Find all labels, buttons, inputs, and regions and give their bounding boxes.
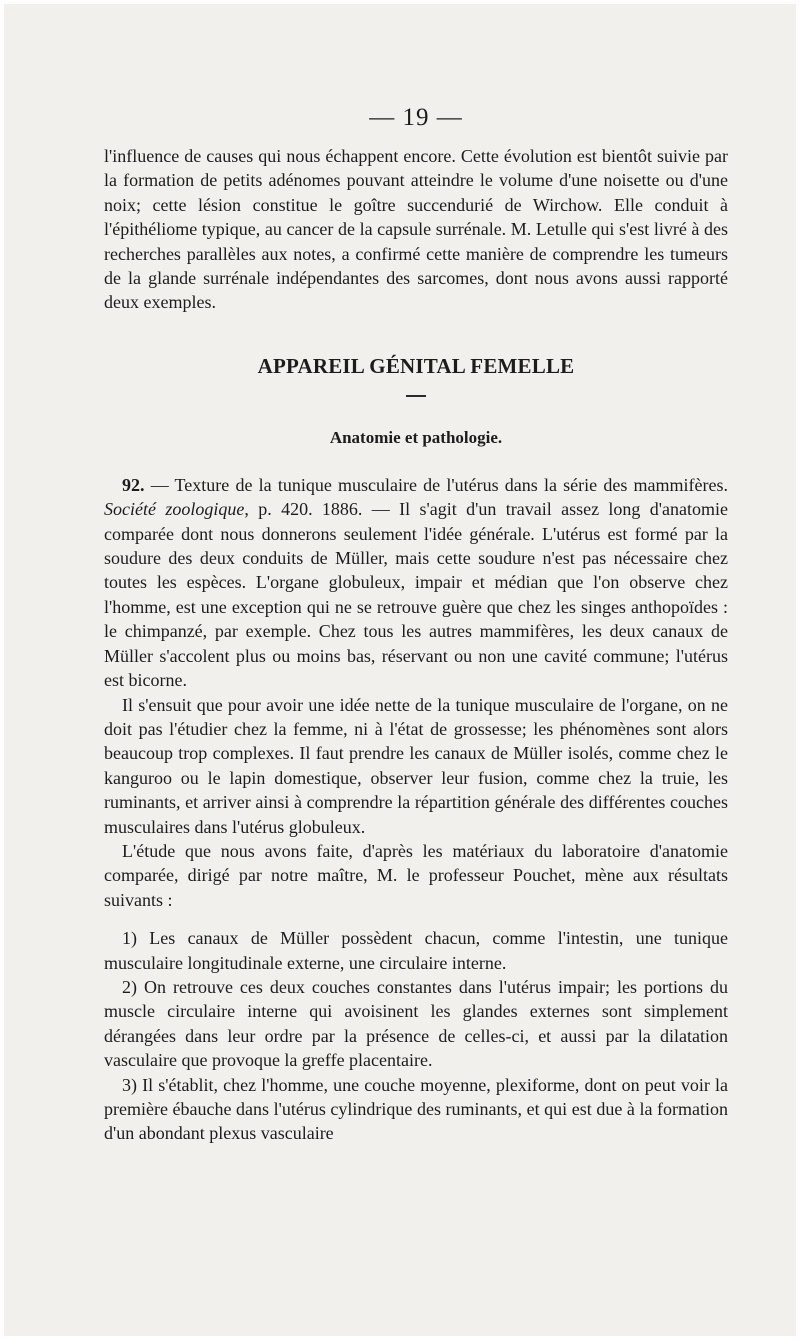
section-subtitle: Anatomie et pathologie. [329, 427, 503, 447]
page-number: — 19 — [369, 104, 463, 131]
entry-text: Il s'agit d'un travail assez long d'anatomie comparée dont nous donnerons seulement l'idée générale. L'utérus est formé par la soudure des deux conduits de Müller, mais cette soudure n'est pas nécessaire chez toutes les espèces. L'organe globuleux, impair et médian que l'on observe chez l'homme, est une exception qui ne se retrouve guère que chez les singes anthopoïdes : le chimpanzé, par exemple. Chez tous les autres mammifères, les deux canaux de Müller s'accolent plus ou moins bas, réservant ou non une cavité commune; l'utérus est bicorne. [104, 499, 729, 691]
result-item: 2) On retrouve ces deux couches constantes dans l'utérus impair; les portions du muscle circulaire interne qui avoisinent les glandes externes sont simplement dérangées dans leur ordre par la présence de celles-ci, et aussi par la dilatation vasculaire que provoque la greffe placentaire. [104, 976, 728, 1071]
result-item: 1) Les canaux de Müller possèdent chacun, comme l'intestin, une tunique musculaire longitudinale externe, une circulaire interne. [104, 928, 728, 973]
scanned-page [4, 4, 796, 1336]
body-paragraph: L'étude que nous avons faite, d'après les matériaux du laboratoire d'anatomie comparée, dirigé par notre maître, M. le professeur Pouchet, mène aux résultats suivants : [104, 840, 728, 910]
page-content [104, 102, 728, 1146]
entry-citation: , p. 420. 1886. — [244, 499, 400, 520]
entry-92-paragraph [104, 473, 728, 693]
result-item: 3) Il s'établit, chez l'homme, une couche moyenne, plexiforme, dont on peut voir la première ébauche dans l'utérus cylindrique des ruminants, et qui est due à la formation d'un abondant plexus vasculaire [104, 1074, 728, 1144]
section-title: APPAREIL GÉNITAL FEMELLE [257, 353, 575, 378]
body-paragraph: Il s'ensuit que pour avoir une idée nette de la tunique musculaire de l'organe, on ne doit pas l'étudier chez la femme, ni à l'état de grossesse; les phénomènes sont alors beaucoup trop complexes. Il faut prendre les canaux de Müller isolés, comme chez le kanguroo ou le lapin domestique, observer leur fusion, comme chez la truie, les ruminants, et arriver ainsi à comprendre la répartition générale des différentes couches musculaires dans l'utérus globuleux. [104, 694, 728, 837]
intro-paragraph: l'influence de causes qui nous échappent encore. Cette évolution est bientôt suivie par la formation de petits adénomes pouvant atteindre le volume d'une noisette ou d'une noix; cette lésion constitue le goître succendurié de Wirchow. Elle conduit à l'épithéliome typique, au cancer de la capsule surrénale. M. Letulle qui s'est livré à des recherches parallèles aux notes, a confirmé cette manière de comprendre les tumeurs de la glande surrénale indépendantes des sarcomes, dont nous avons aussi rapporté deux exemples. [104, 146, 728, 313]
entry-number: 92. [122, 474, 145, 495]
entry-journal: Société zoologique [104, 499, 245, 520]
heading-divider [406, 395, 426, 397]
entry-title: — Texture de la tunique musculaire de l'utérus dans la série des mammifères. [144, 474, 728, 495]
